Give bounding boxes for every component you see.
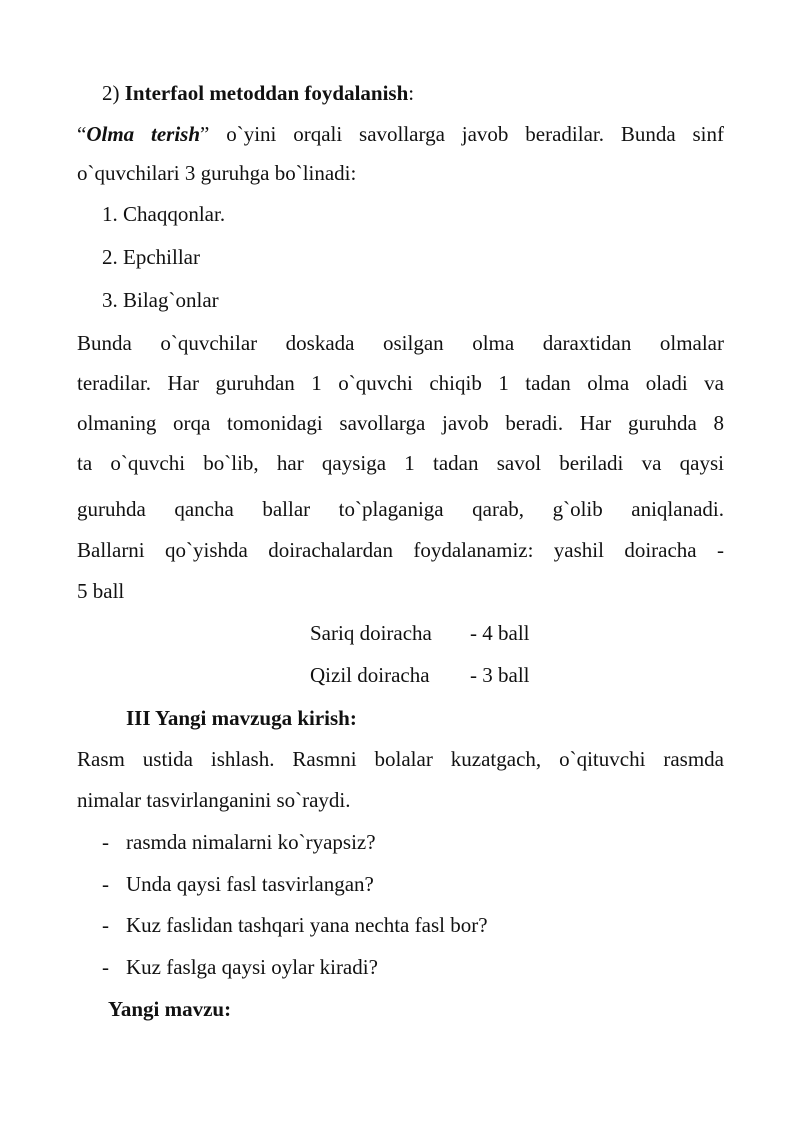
group-item: 1. Chaqqonlar. — [102, 202, 226, 226]
group-item: 2. Epchillar — [102, 245, 200, 269]
paragraph-line: Bunda o`quvchilar doskada osilgan olma daraxtidan olmalar — [77, 331, 724, 355]
section-title: III Yangi mavzuga kirish: — [126, 706, 357, 730]
paragraph-line: nimalar tasvirlanganini so`raydi. — [77, 788, 351, 812]
paragraph-line: Rasm ustida ishlash. Rasmni bolalar kuzatgach, o`qituvchi rasmda — [77, 747, 724, 771]
section-heading — [108, 996, 231, 1022]
paragraph-line: teradilar. Har guruhdan 1 o`quvchi chiqib 1 tadan olma oladi va — [77, 371, 724, 395]
dash-bullet: - — [102, 830, 109, 854]
section-heading — [102, 80, 414, 106]
question-text: Kuz faslidan tashqari yana nechta fasl bor? — [126, 913, 488, 937]
dash-bullet: - — [102, 872, 109, 896]
paragraph-line: olmaning orqa tomonidagi savollarga javob beradi. Har guruhda 8 — [77, 411, 724, 435]
score-value: - 4 ball — [470, 621, 530, 645]
score-label: Qizil doiracha — [310, 663, 430, 687]
section-title: Interfaol metoddan foydalanish — [124, 81, 409, 105]
section-title: Yangi mavzu: — [108, 997, 232, 1021]
question-text: Kuz faslga qaysi oylar kiradi? — [126, 955, 378, 979]
paragraph-line: ta o`quvchi bo`lib, har qaysiga 1 tadan savol beriladi va qaysi — [77, 451, 724, 475]
paragraph-line: guruhda qancha ballar to`plaganiga qarab, g`olib aniqlanadi. — [77, 497, 724, 521]
game-intro-line: o`quvchilari 3 guruhga bo`linadi: — [77, 161, 357, 185]
section-heading — [126, 705, 357, 731]
dash-bullet: - — [102, 913, 109, 937]
paragraph-line: 5 ball — [77, 579, 125, 603]
game-name: Olma terish — [86, 122, 201, 146]
group-item: 3. Bilag`onlar — [102, 288, 219, 312]
dash-bullet: - — [102, 955, 109, 979]
paragraph-line: Ballarni qo`yishda doirachalardan foydalanamiz: yashil doiracha - — [77, 538, 724, 562]
game-intro-line: “Olma terish” o`yini orqali savollarga javob beradilar. Bunda sinf — [77, 122, 724, 146]
score-label: Sariq doiracha — [310, 621, 432, 645]
section-number: 2) — [102, 81, 120, 105]
score-value: - 3 ball — [470, 663, 530, 687]
section-colon: : — [408, 81, 415, 105]
question-text: rasmda nimalarni ko`ryapsiz? — [126, 830, 376, 854]
question-text: Unda qaysi fasl tasvirlangan? — [126, 872, 374, 896]
